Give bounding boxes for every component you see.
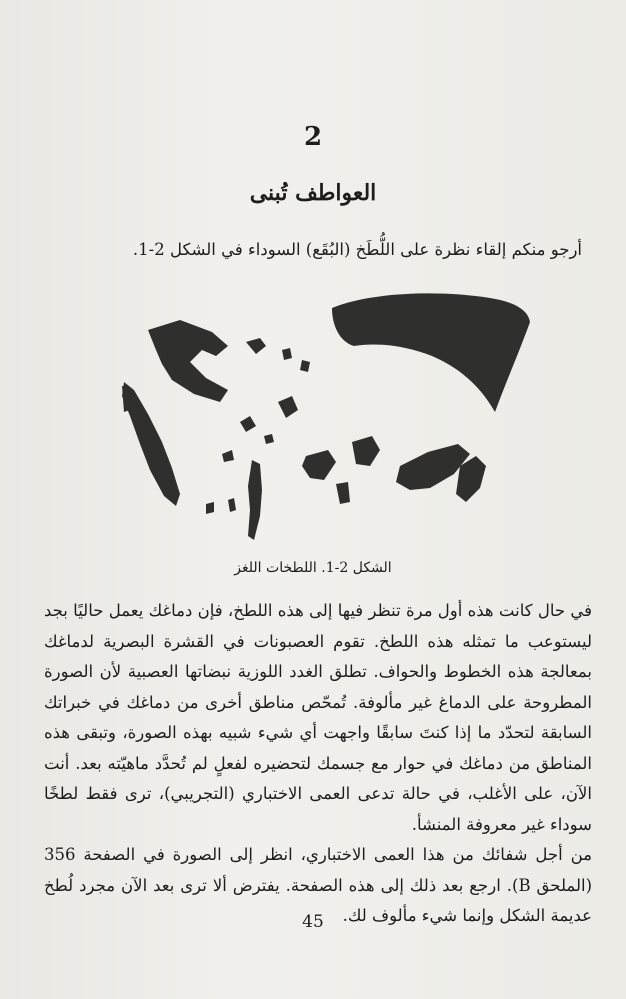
blob-center-3 bbox=[336, 482, 350, 504]
blob-frag-3 bbox=[300, 360, 310, 372]
blob-upper-left bbox=[148, 320, 228, 402]
blob-center-1 bbox=[302, 450, 336, 480]
page-number: 45 bbox=[302, 912, 324, 932]
intro-line: أرجو منكم إلقاء نظرة على اللُّطَخ (البُقَع) السوداء في الشكل 2-1. bbox=[132, 240, 582, 259]
blob-frag-7 bbox=[206, 502, 214, 514]
blob-center-2 bbox=[352, 436, 380, 466]
chapter-title: العواطف تُبنى bbox=[249, 180, 377, 206]
figure-caption: الشكل 2-1. اللطخات اللغز bbox=[234, 560, 392, 576]
blob-frag-8 bbox=[228, 498, 236, 512]
blob-top-right bbox=[332, 293, 530, 412]
paragraph: في حال كانت هذه أول مرة تنظر فيها إلى هذه اللطخ، فإن دماغك يعمل حاليًا بجد ليستوعب ما تمثله هذه اللطخ. تقوم العصبونات في القشرة البصرية لدماغك بمعالجة هذه الخطوط والحواف. تطلق الغدد اللوزية نبضاتها العصبية لأن الصورة المطروحة على الدماغ غير مألوفة. تُمحّص مناطق أخرى من دماغك في خبراتك السابقة لتحدّد ما إذا كنتَ سابقًا واجهت أي شيء شبيه بهذه الصورة، وتبقى هذه المناطق من دماغك في حوار مع جسمك لتحضيره لفعلٍ لم تُحدَّد ماهيّته بعد. أنت الآن، على الأغلب، في حالة تدعى العمى الاختباري (التجريبي)، ترى فقط لطخًا سوداء غير معروفة المنشأ. bbox=[44, 601, 592, 834]
blob-frag-1 bbox=[246, 338, 266, 354]
blob-left-long bbox=[122, 382, 180, 506]
paragraph: من أجل شفائك من هذا العمى الاختباري، انظر إلى الصورة في الصفحة 356 (الملحق B). ارجع بعد ذلك إلى هذه الصفحة. يفترض ألا ترى بعد الآن مجرد لُطخ عديمة الشكل وإنما شيء مألوف لك. bbox=[44, 845, 593, 925]
blob-figure bbox=[110, 290, 540, 550]
blob-right-3 bbox=[278, 396, 298, 418]
blob-frag-2 bbox=[282, 348, 292, 360]
chapter-number: 2 bbox=[303, 122, 323, 152]
blob-middle-tall bbox=[248, 460, 262, 540]
blob-frag-4 bbox=[240, 416, 256, 432]
body-text bbox=[44, 596, 592, 932]
blob-frag-6 bbox=[222, 450, 234, 462]
blob-frag-5 bbox=[264, 434, 274, 444]
